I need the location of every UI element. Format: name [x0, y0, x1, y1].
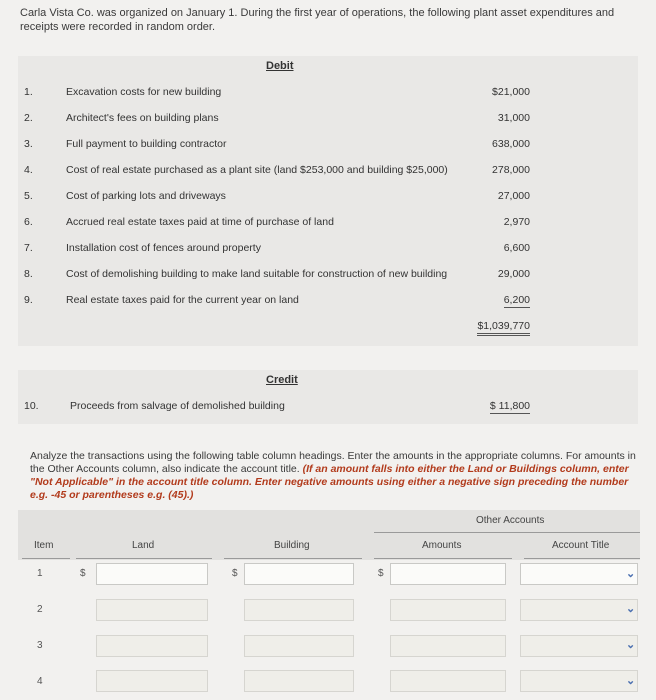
debit-row-2: 2. Architect's fees on building plans 31,000	[24, 112, 530, 124]
rule-amounts	[374, 558, 512, 559]
currency-symbol: $	[232, 568, 238, 579]
chevron-down-icon[interactable]: ⌄	[626, 639, 636, 651]
debit-row-5: 5. Cost of parking lots and driveways 27,000	[24, 190, 530, 202]
currency-symbol: $	[378, 568, 384, 579]
col-header-amounts: Amounts	[422, 540, 462, 551]
debit-row-9: 9. Real estate taxes paid for the current year on land 6,200	[24, 294, 530, 306]
land-input-3[interactable]	[96, 635, 208, 657]
other-accounts-group-header: Other Accounts	[476, 515, 545, 526]
building-input-1[interactable]	[244, 563, 354, 585]
building-input-3[interactable]	[244, 635, 354, 657]
account-title-select-3[interactable]	[520, 635, 638, 657]
land-input-2[interactable]	[96, 599, 208, 621]
answer-table-header	[18, 510, 640, 560]
item-number-3: 3	[37, 640, 43, 651]
credit-row-10: 10. Proceeds from salvage of demolished building $ 11,800	[24, 400, 530, 412]
debit-panel	[18, 56, 638, 346]
chevron-down-icon[interactable]: ⌄	[626, 603, 636, 615]
amounts-input-4[interactable]	[390, 670, 506, 692]
col-header-building: Building	[274, 540, 310, 551]
debit-row-8: 8. Cost of demolishing building to make land suitable for construction of new building 29,000	[24, 268, 530, 280]
debit-row-1: 1. Excavation costs for new building $21,000	[24, 86, 530, 98]
chevron-down-icon[interactable]: ⌄	[626, 675, 636, 687]
land-input-4[interactable]	[96, 670, 208, 692]
debit-total: $1,039,770	[477, 320, 530, 336]
amounts-input-2[interactable]	[390, 599, 506, 621]
debit-row-6: 6. Accrued real estate taxes paid at time of purchase of land 2,970	[24, 216, 530, 228]
account-title-select-1[interactable]	[520, 563, 638, 585]
debit-row-3: 3. Full payment to building contractor 638,000	[24, 138, 530, 150]
credit-header: Credit	[266, 374, 298, 386]
item-number-2: 2	[37, 604, 43, 615]
amounts-input-3[interactable]	[390, 635, 506, 657]
item-number-1: 1	[37, 568, 43, 579]
account-title-select-4[interactable]	[520, 670, 638, 692]
account-title-select-2[interactable]	[520, 599, 638, 621]
land-input-1[interactable]	[96, 563, 208, 585]
group-divider	[374, 532, 640, 533]
col-header-account-title: Account Title	[552, 540, 610, 551]
problem-intro: Carla Vista Co. was organized on January 1. During the first year of operations, the following plant asset expenditures and receipts were recorded in random order.	[20, 7, 615, 33]
amounts-input-1[interactable]	[390, 563, 506, 585]
currency-symbol: $	[80, 568, 86, 579]
rule-account-title	[524, 558, 640, 559]
debit-header: Debit	[266, 60, 294, 72]
credit-panel	[18, 370, 638, 424]
col-header-land: Land	[132, 540, 155, 551]
debit-row-4: 4. Cost of real estate purchased as a plant site (land $253,000 and building $25,000) 278,000	[24, 164, 530, 176]
rule-item	[22, 558, 70, 559]
debit-total-row	[18, 320, 638, 340]
chevron-down-icon[interactable]: ⌄	[626, 568, 636, 580]
instructions: Analyze the transactions using the following table column headings. Enter the amounts in the appropriate columns. For amounts in the Other Accounts column, also indicate the account title. (If an amount falls into either the Land or Buildings column, enter "Not Applicable" in the account title column. Enter negative amounts using either a negative sign preceding the number e.g. -45 or parentheses e.g. (45).)	[30, 450, 636, 501]
building-input-4[interactable]	[244, 670, 354, 692]
rule-building	[224, 558, 362, 559]
building-input-2[interactable]	[244, 599, 354, 621]
col-header-item: Item	[34, 540, 54, 551]
debit-row-7: 7. Installation cost of fences around property 6,600	[24, 242, 530, 254]
rule-land	[76, 558, 212, 559]
item-number-4: 4	[37, 676, 43, 687]
